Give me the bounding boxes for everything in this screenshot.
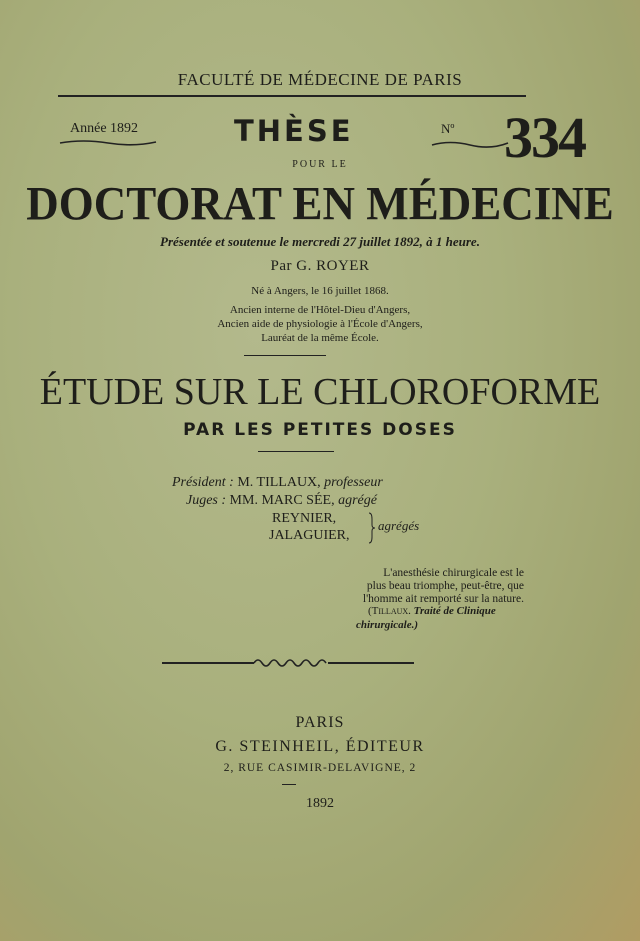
faculty-heading: FACULTÉ DE MÉDECINE DE PARIS (177, 70, 463, 89)
number-flourish (430, 137, 510, 151)
author-line: Par G. ROYER (270, 258, 370, 274)
jury-brace (366, 511, 376, 545)
judge3-name: JALAGUIER, (269, 528, 350, 543)
judge1-row (186, 493, 377, 509)
imprint-publisher: G. STEINHEIL, ÉDITEUR (215, 738, 425, 755)
imprint-dash (282, 784, 296, 785)
judges-label: Juges : (186, 493, 227, 508)
epigraph-line-1: L'anesthésie chirurgicale est le (383, 567, 524, 579)
president-label: Président : (172, 475, 234, 490)
judges-role: agrégés (378, 518, 420, 533)
ornament-flourish (254, 655, 328, 669)
imprint-city: PARIS (295, 714, 345, 731)
presentation-line: Présentée et soutenue le mercredi 27 juillet 1892, à 1 heure. (160, 234, 480, 249)
thesis-number: 334 (504, 105, 585, 170)
born-line: Né à Angers, le 16 juillet 1868. (251, 285, 389, 297)
year-flourish (58, 137, 158, 147)
epigraph-line-3: l'homme ait remporté sur la nature. (362, 593, 524, 605)
judge2-name: REYNIER, (272, 511, 337, 526)
number-label: Nº (441, 121, 455, 136)
credential-3: Lauréat de la même École. (261, 332, 379, 344)
epigraph-line-2: plus beau triomphe, peut-être, que (366, 580, 524, 592)
thesis-main-title: ÉTUDE SUR LE CHLOROFORME (39, 371, 601, 413)
epigraph (328, 567, 524, 606)
citation-work: Traité de Clinique (413, 605, 496, 617)
judge1-role: agrégé (338, 493, 377, 508)
president-row (172, 475, 383, 491)
year-label: Année 1892 (70, 121, 139, 136)
ornament-rule-right (328, 662, 414, 664)
citation-author: (Tillaux. (368, 605, 411, 617)
credential-1: Ancien interne de l'Hôtel-Dieu d'Angers, (229, 304, 411, 316)
pour-le: POUR LE (292, 159, 348, 170)
judge1-name: MM. MARC SÉE, (229, 493, 335, 508)
epigraph-citation (368, 605, 496, 617)
header-rule (58, 95, 526, 97)
ornament-rule-left (162, 662, 254, 664)
president-role: professeur (324, 475, 383, 490)
imprint-year: 1892 (306, 796, 334, 811)
imprint-address: 2, RUE CASIMIR-DELAVIGNE, 2 (223, 762, 417, 774)
title-rule (258, 451, 334, 452)
doctorat-heading: DOCTORAT EN MÉDECINE (26, 177, 614, 231)
short-rule (244, 355, 326, 356)
thesis-subtitle: PAR LES PETITES DOSES (183, 420, 457, 440)
credential-2: Ancien aide de physiologie à l'École d'Angers, (217, 318, 423, 330)
these-title: THÈSE (234, 114, 354, 148)
citation-work-2: chirurgicale.) (356, 619, 419, 631)
president-name: M. TILLAUX, (237, 475, 321, 490)
